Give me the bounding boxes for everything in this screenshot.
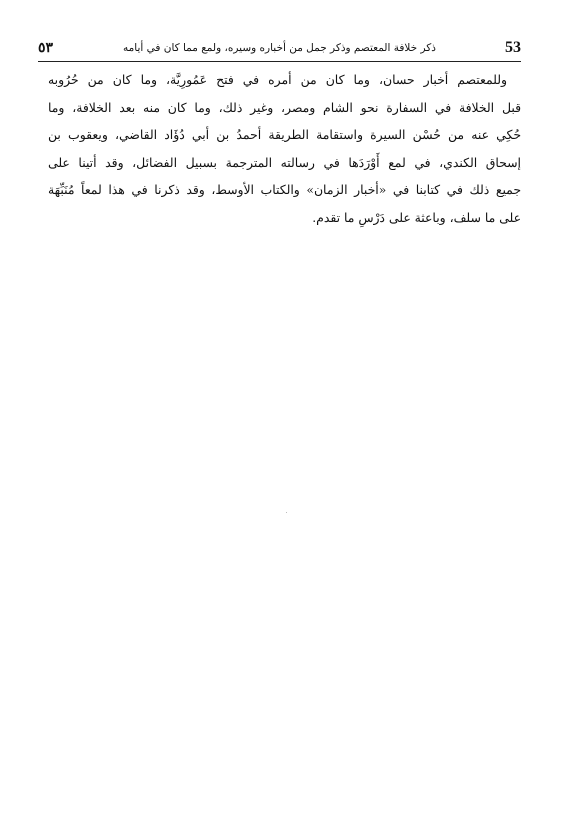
header-rule: [38, 61, 521, 62]
page-number-latin: 53: [505, 39, 521, 56]
scan-speck: [286, 512, 287, 513]
body-paragraph: [48, 66, 521, 231]
page-header: [38, 38, 521, 60]
running-title: ذكر خلافة المعتصم وذكر جمل من أخباره وسيره، ولمع مما كان في أيامه: [123, 42, 436, 54]
text-line: إسحاق الكندي، في لمع أَوْرَدَها في رسالته المترجمة بسبيل الفضائل، وقد أتينا على: [48, 154, 521, 170]
text-line: قبل الخلافة في السفارة نحو الشام ومصر، وغير ذلك، وما كان منه بعد الخلافة، وما: [48, 99, 521, 115]
text-line: وللمعتصم أخبار حسان، وما كان من أمره في فتح عَمُورِيَّة، وما كان من حُرُوبه: [48, 72, 507, 87]
page-number-arabic: ٥٣: [38, 40, 54, 56]
text-line: جميع ذلك في كتابنا في «أخبار الزمان» والكتاب الأوسط، وقد ذكرنا في هذا لمعاً مُنَبِّهَة: [48, 182, 521, 197]
text-line: على ما سلف، وباعثة على دَرْسِ ما تقدم.: [312, 209, 521, 225]
text-line: حُكِي عنه من حُسْن السيرة واستقامة الطريقة أحمدُ بن أبي دُؤَاد القاضي، ويعقوب بن: [48, 127, 521, 142]
